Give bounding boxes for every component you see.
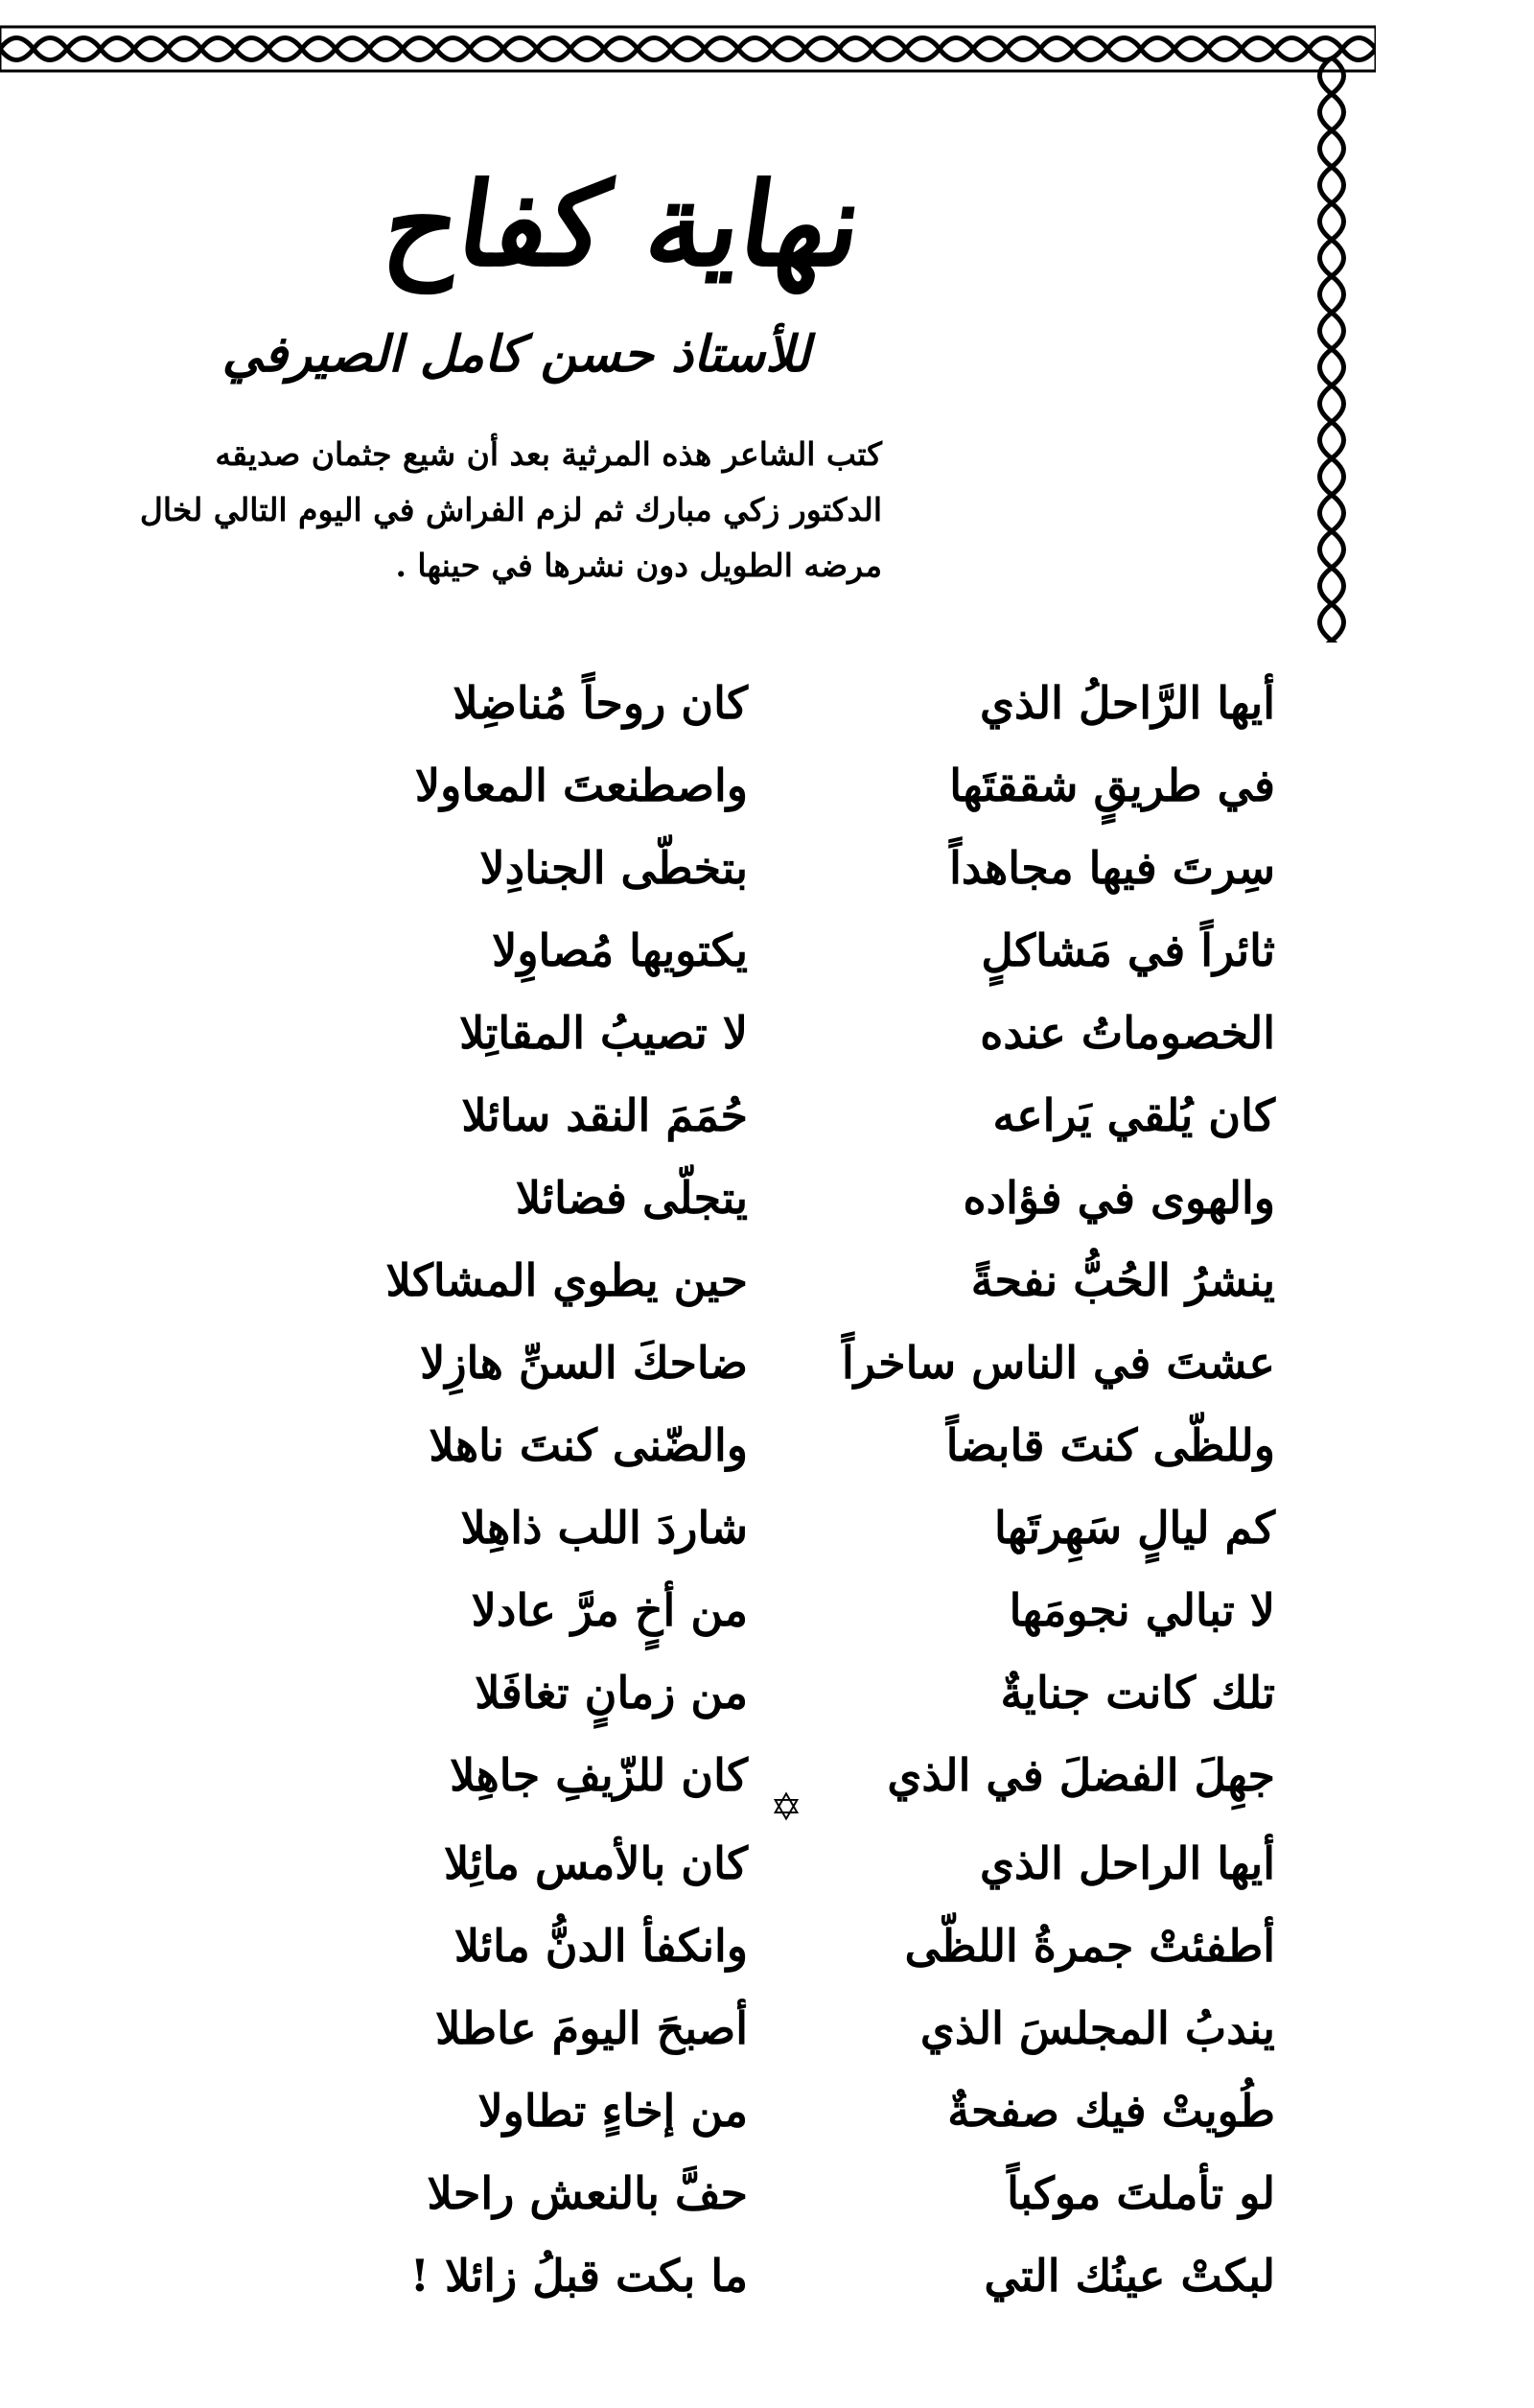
verse-first-hemistich: كم ليالٍ سَهِرتَها — [993, 1502, 1275, 1554]
verse-second-hemistich: ضاحكَ السنِّ هازِلا — [420, 1337, 748, 1389]
verse-first-hemistich: تلك كانت جنايةٌ — [1000, 1667, 1275, 1718]
verse-first-hemistich: كان يُلقي يَراعه — [992, 1089, 1275, 1141]
verse-second-hemistich: أصبحَ اليومَ عاطلا — [435, 2002, 748, 2054]
verse-second-hemistich: حين يطوي المشاكلا — [385, 1254, 748, 1306]
poem-verse — [316, 1905, 1275, 1987]
poem-verse — [316, 2069, 1275, 2152]
verse-second-hemistich: كان للزّيفِ جاهِلا — [450, 1749, 748, 1801]
verse-second-hemistich: واصطنعتَ المعاولا — [414, 760, 748, 811]
poem-stanza-2 — [316, 1822, 1275, 2317]
intro-note — [58, 427, 882, 594]
verse-first-hemistich: ثائراً في مَشاكلٍ — [981, 924, 1275, 976]
poem-verse — [316, 1486, 1275, 1569]
poem-verse — [316, 744, 1275, 827]
verse-second-hemistich: شاردَ اللب ذاهِلا — [460, 1502, 748, 1554]
verse-second-hemistich: بتخطّى الجنادِلا — [479, 842, 748, 894]
poem-stanza-1 — [316, 662, 1275, 1816]
ornamental-border-top — [0, 21, 1376, 77]
poem-verse — [316, 1651, 1275, 1734]
poem-verse — [316, 1321, 1275, 1404]
verse-first-hemistich: وللظّى كنتَ قابضاً — [945, 1419, 1275, 1471]
verse-first-hemistich: الخصوماتُ عنده — [980, 1007, 1275, 1059]
intro-line: الدكتور زكي مبارك ثم لزم الفراش في اليوم التالي لخال — [139, 491, 882, 528]
intro-line: مرضه الطويل دون نشرها في حينها . — [395, 547, 882, 584]
verse-first-hemistich: أيها الرَّاحلُ الذي — [979, 677, 1275, 729]
poem-verse — [316, 992, 1275, 1074]
verse-second-hemistich: من إخاءٍ تطاولا — [477, 2085, 748, 2137]
poem-verse — [316, 2234, 1275, 2317]
verse-second-hemistich: ما بكت قبلُ زائلا ! — [409, 2250, 748, 2302]
verse-first-hemistich: والهوى في فؤاده — [963, 1172, 1275, 1224]
verse-first-hemistich: سِرتَ فيها مجاهداً — [949, 842, 1275, 894]
verse-second-hemistich: لا تصيبُ المقاتِلا — [459, 1007, 748, 1059]
verse-second-hemistich: حفَّ بالنعش راحلا — [427, 2167, 748, 2219]
poem-verse — [316, 1822, 1275, 1905]
verse-first-hemistich: أيها الراحل الذي — [979, 1837, 1275, 1889]
verse-first-hemistich: يندبُ المجلسَ الذي — [919, 2002, 1275, 2054]
star-icon: ✡ — [770, 1786, 802, 1830]
verse-first-hemistich: لا تبالي نجومَها — [1009, 1584, 1275, 1636]
poem-verse — [316, 662, 1275, 744]
verse-second-hemistich: حُمَمَ النقد سائلا — [461, 1089, 748, 1141]
verse-first-hemistich: لو تأملتَ موكباً — [1007, 2167, 1275, 2219]
verse-first-hemistich: أطفئتْ جمرةُ اللظّى — [904, 1920, 1275, 1972]
poem-verse — [316, 827, 1275, 909]
poem-verse — [316, 1239, 1275, 1321]
poem-verse — [316, 2152, 1275, 2234]
poem-verse — [316, 1569, 1275, 1651]
verse-first-hemistich: عشتَ في الناس ساخراً — [841, 1337, 1275, 1389]
poem-verse — [316, 1074, 1275, 1157]
verse-second-hemistich: كان روحاً مُناضِلا — [453, 677, 748, 729]
poem-verse — [316, 1404, 1275, 1486]
verse-first-hemistich: لبكتْ عينُك التي — [984, 2250, 1275, 2302]
intro-line: كتب الشاعر هذه المرثية بعد أن شيع جثمان صديقه — [215, 435, 882, 473]
poem-verse — [316, 909, 1275, 992]
verse-second-hemistich: كان بالأمس مائِلا — [444, 1837, 748, 1889]
verse-second-hemistich: وانكفأ الدنُّ مائلا — [453, 1920, 748, 1972]
poem-verse — [316, 1987, 1275, 2069]
verse-first-hemistich: جهِلَ الفضلَ في الذي — [887, 1749, 1275, 1801]
verse-first-hemistich: طُويتْ فيك صفحةٌ — [947, 2085, 1275, 2137]
author-byline: للأستاذ حسن كامل الصيرفي — [221, 325, 810, 384]
verse-first-hemistich: في طريقٍ شققتَها — [949, 760, 1275, 811]
verse-second-hemistich: والضّنى كنتَ ناهلا — [429, 1419, 748, 1471]
verse-second-hemistich: يتجلّى فضائلا — [515, 1172, 748, 1224]
ornamental-border-right — [1302, 58, 1361, 643]
verse-first-hemistich: ينشرُ الحُبُّ نفحةً — [970, 1254, 1275, 1306]
verse-second-hemistich: يكتويها مُصاوِلا — [492, 924, 748, 976]
poem-verse — [316, 1157, 1275, 1239]
page-title: نهاية كفاح — [375, 157, 872, 292]
verse-second-hemistich: من زمانٍ تغافَلا — [475, 1667, 748, 1718]
verse-second-hemistich: من أخٍ مرَّ عادلا — [471, 1584, 748, 1636]
